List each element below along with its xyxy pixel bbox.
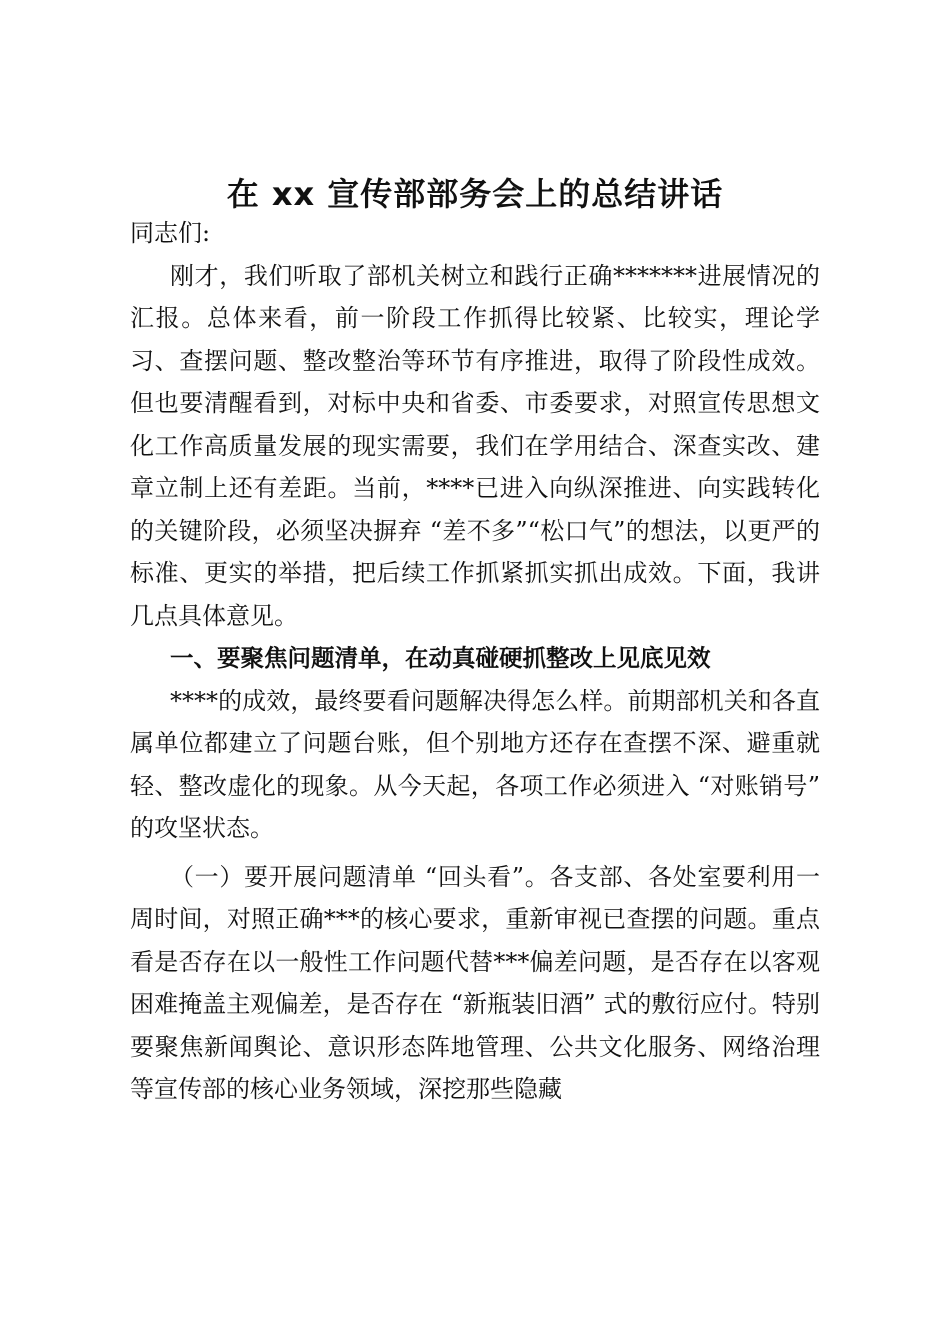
paragraph-intro: 刚才，我们听取了部机关树立和践行正确*******进展情况的汇报。总体来看，前一阶段工作抓得比较紧、比较实，理论学习、查摆问题、整改整治等环节有序推进，取得了阶段性成效。但也要清醒看到，对标中央和省委、市委要求，对照宣传思想文化工作高质量发展的现实需要，我们在学用结合、深查实改、建章立制上还有差距。当前，****已进入向纵深推进、向实践转化的关键阶段，必须坚决摒弃 “差不多”“松口气”的想法，以更严的标准、更实的举措，把后续工作抓紧抓实抓出成效。下面，我讲几点具体意见。 [130, 261, 820, 630]
paragraph-section1: ****的成效，最终要看问题解决得怎么样。前期部机关和各直属单位都建立了问题台账，但个别地方还存在查摆不深、避重就轻、整改虚化的现象。从今天起，各项工作必须进入 “对账销号” 的攻坚状态。 [130, 686, 820, 842]
document-title: 在 xx 宣传部部务会上的总结讲话 [226, 175, 724, 213]
section-heading-1: 一、要聚焦问题清单，在动真碰硬抓整改上见底见效 [170, 644, 711, 672]
document-body [130, 212, 820, 1111]
salutation: 同志们: [130, 219, 211, 247]
paragraph-section1-sub1: （一）要开展问题清单 “回头看”。各支部、各处室要利用一周时间，对照正确***的核心要求，重新审视已查摆的问题。重点看是否存在以一般性工作问题代替***偏差问题，是否存在以客观困难掩盖主观偏差，是否存在 “新瓶装旧酒” 式的敷衍应付。特别要聚焦新闻舆论、意识形态阵地管理、公共文化服务、网络治理等宣传部的核心业务领域，深挖那些隐藏 [130, 862, 820, 1103]
